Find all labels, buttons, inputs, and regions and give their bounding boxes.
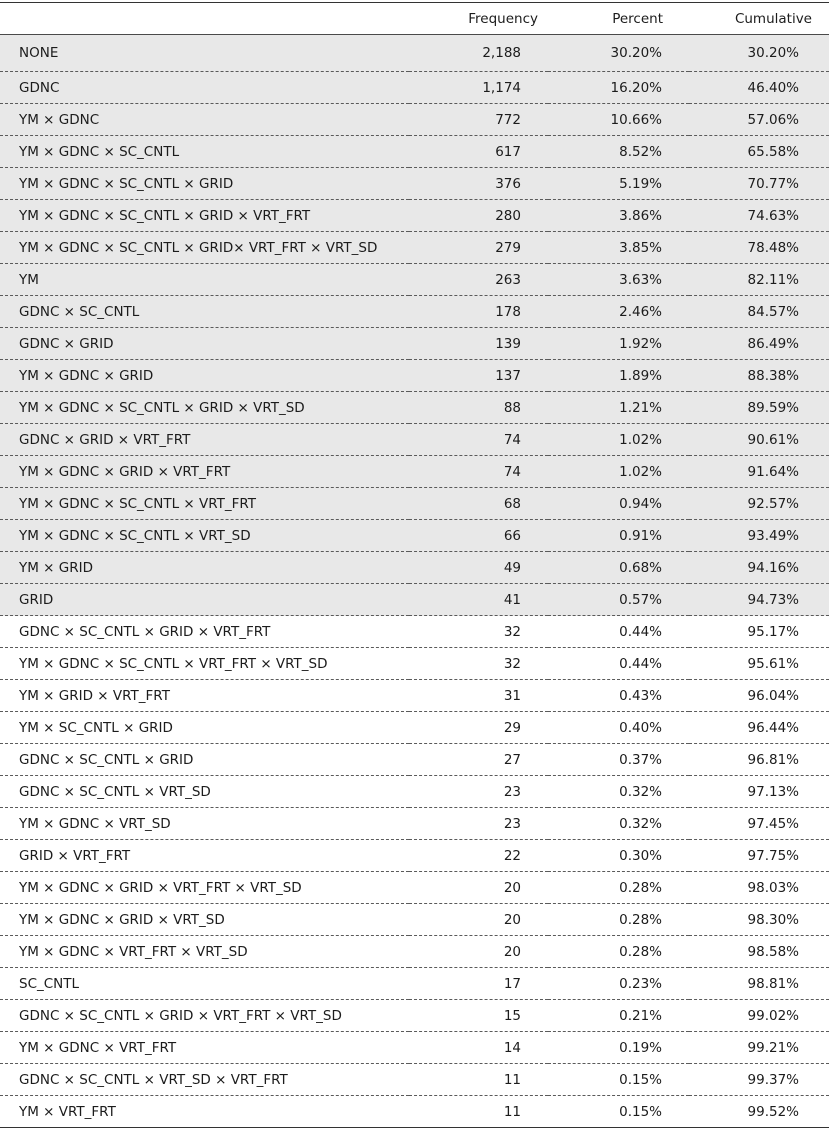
cell-percent: 0.15%: [548, 1064, 689, 1096]
cell-frequency: 66: [409, 520, 548, 552]
cell-cumulative: 86.49%: [689, 328, 829, 360]
cell-cumulative: 99.37%: [689, 1064, 829, 1096]
cell-percent: 0.94%: [548, 488, 689, 520]
cell-cumulative: 98.03%: [689, 872, 829, 904]
cell-cumulative: 98.30%: [689, 904, 829, 936]
cell-percent: 0.91%: [548, 520, 689, 552]
table-row: [0, 1064, 829, 1096]
cell-combination: SC_CNTL: [0, 968, 409, 1000]
cell-percent: 1.92%: [548, 328, 689, 360]
cell-cumulative: 96.44%: [689, 712, 829, 744]
table-row: [0, 584, 829, 616]
cell-percent: 0.32%: [548, 808, 689, 840]
cell-percent: 1.02%: [548, 456, 689, 488]
table-row: [0, 840, 829, 872]
cell-percent: 2.46%: [548, 296, 689, 328]
cell-cumulative: 30.20%: [689, 35, 829, 72]
table-row: [0, 1096, 829, 1128]
table-row: [0, 872, 829, 904]
cell-cumulative: 91.64%: [689, 456, 829, 488]
cell-percent: 3.85%: [548, 232, 689, 264]
table-row: [0, 712, 829, 744]
table-row: [0, 200, 829, 232]
cell-combination: YM × GRID: [0, 552, 409, 584]
cell-cumulative: 90.61%: [689, 424, 829, 456]
cell-combination: YM × GDNC: [0, 104, 409, 136]
cell-cumulative: 82.11%: [689, 264, 829, 296]
cell-percent: 1.21%: [548, 392, 689, 424]
header-percent: Percent: [548, 3, 689, 35]
table-row: [0, 35, 829, 72]
table-row: [0, 136, 829, 168]
cell-combination: GDNC × GRID: [0, 328, 409, 360]
header-cumulative: Cumulative: [689, 3, 829, 35]
cell-cumulative: 74.63%: [689, 200, 829, 232]
cell-combination: YM × GDNC × GRID × VRT_SD: [0, 904, 409, 936]
cell-frequency: 29: [409, 712, 548, 744]
cell-percent: 0.32%: [548, 776, 689, 808]
cell-combination: NONE: [0, 35, 409, 72]
frequency-table: [0, 2, 829, 1128]
cell-frequency: 11: [503, 1103, 521, 1120]
table-row: [0, 488, 829, 520]
cell-frequency: 14: [409, 1032, 548, 1064]
header-combination: [0, 3, 409, 35]
cell-cumulative: 97.13%: [689, 776, 829, 808]
cell-frequency: 20: [409, 904, 548, 936]
cell-frequency: 31: [409, 680, 548, 712]
cell-cumulative: 98.81%: [689, 968, 829, 1000]
cell-combination: GDNC × SC_CNTL × VRT_SD × VRT_FRT: [0, 1064, 409, 1096]
table-row: [0, 104, 829, 136]
cell-combination: YM × GDNC × GRID × VRT_FRT × VRT_SD: [0, 872, 409, 904]
cell-combination: YM × SC_CNTL × GRID: [0, 712, 409, 744]
cell-cumulative: 70.77%: [689, 168, 829, 200]
cell-cumulative: 94.16%: [689, 552, 829, 584]
cell-frequency: 279: [409, 232, 548, 264]
cell-cumulative: 92.57%: [689, 488, 829, 520]
cell-combination: YM × GDNC × GRID × VRT_FRT: [0, 456, 409, 488]
cell-cumulative: 95.61%: [689, 648, 829, 680]
cell-combination: GDNC × GRID × VRT_FRT: [0, 424, 409, 456]
table-row: [0, 72, 829, 104]
cell-percent: 0.28%: [548, 904, 689, 936]
table-row: [0, 936, 829, 968]
cell-combination: YM × GDNC × SC_CNTL × GRID× VRT_FRT × VRT_SD: [0, 232, 409, 264]
cell-frequency: 2,188: [409, 35, 548, 72]
cell-percent: 0.15%: [619, 1103, 662, 1120]
cell-cumulative: 89.59%: [689, 392, 829, 424]
table-body: [0, 35, 829, 1128]
cell-cumulative: 78.48%: [689, 232, 829, 264]
table-row: [0, 808, 829, 840]
cell-cumulative: 99.21%: [689, 1032, 829, 1064]
cell-frequency: 280: [409, 200, 548, 232]
cell-frequency: 772: [409, 104, 548, 136]
cell-frequency: 74: [409, 456, 548, 488]
cell-cumulative: 99.02%: [689, 1000, 829, 1032]
cell-cumulative: 88.38%: [689, 360, 829, 392]
table-row: [0, 904, 829, 936]
table-header: [0, 3, 829, 35]
header-row: [0, 3, 829, 35]
table-row: [0, 1032, 829, 1064]
cell-combination: GRID: [0, 584, 409, 616]
cell-frequency: 139: [409, 328, 548, 360]
cell-percent: 3.86%: [548, 200, 689, 232]
cell-percent: 0.44%: [548, 648, 689, 680]
table-row: [0, 328, 829, 360]
cell-percent: 16.20%: [548, 72, 689, 104]
table-row: [0, 744, 829, 776]
table-row: [0, 520, 829, 552]
cell-frequency: 32: [409, 616, 548, 648]
cell-percent: 0.28%: [548, 872, 689, 904]
cell-percent: 0.30%: [548, 840, 689, 872]
cell-frequency: 74: [409, 424, 548, 456]
cell-frequency: 376: [409, 168, 548, 200]
cell-percent: 0.40%: [548, 712, 689, 744]
cell-frequency: 20: [409, 936, 548, 968]
cell-frequency: 27: [409, 744, 548, 776]
table-row: [0, 424, 829, 456]
cell-cumulative: 46.40%: [689, 72, 829, 104]
cell-frequency: 15: [409, 1000, 548, 1032]
table-row: [0, 648, 829, 680]
cell-percent: 5.19%: [548, 168, 689, 200]
cell-cumulative: 65.58%: [689, 136, 829, 168]
table-row: [0, 552, 829, 584]
cell-frequency: 617: [409, 136, 548, 168]
cell-combination: GDNC: [0, 72, 409, 104]
cell-percent: 0.68%: [548, 552, 689, 584]
cell-combination: YM × GDNC × VRT_SD: [0, 808, 409, 840]
cell-cumulative: 94.73%: [689, 584, 829, 616]
table-row: [0, 1000, 829, 1032]
cell-frequency: 41: [409, 584, 548, 616]
cell-percent: 10.66%: [548, 104, 689, 136]
cell-frequency: 32: [409, 648, 548, 680]
cell-combination: YM × GRID × VRT_FRT: [0, 680, 409, 712]
cell-combination: YM × GDNC × VRT_FRT × VRT_SD: [0, 936, 409, 968]
table-row: [0, 232, 829, 264]
header-frequency: Frequency: [409, 3, 548, 35]
table-row: [0, 360, 829, 392]
cell-combination: YM × GDNC × SC_CNTL × VRT_FRT × VRT_SD: [0, 648, 409, 680]
table-row: [0, 616, 829, 648]
cell-percent: 0.23%: [548, 968, 689, 1000]
table-row: [0, 680, 829, 712]
cell-frequency: 11: [409, 1064, 548, 1096]
cell-combination: YM × GDNC × SC_CNTL × GRID × VRT_FRT: [0, 200, 409, 232]
cell-cumulative: 97.45%: [689, 808, 829, 840]
cell-percent: 0.28%: [548, 936, 689, 968]
cell-cumulative: 99.52%: [747, 1103, 799, 1120]
cell-frequency: 1,174: [409, 72, 548, 104]
cell-combination: GDNC × SC_CNTL × GRID × VRT_FRT: [0, 616, 409, 648]
cell-percent: 0.44%: [548, 616, 689, 648]
cell-frequency: 137: [409, 360, 548, 392]
table-row: [0, 264, 829, 296]
cell-cumulative: 98.58%: [689, 936, 829, 968]
table-row: [0, 168, 829, 200]
cell-percent: 1.02%: [548, 424, 689, 456]
cell-percent: 0.43%: [548, 680, 689, 712]
cell-percent: 30.20%: [548, 35, 689, 72]
cell-cumulative: 96.81%: [689, 744, 829, 776]
cell-combination: YM × GDNC × SC_CNTL × GRID: [0, 168, 409, 200]
cell-combination: GRID × VRT_FRT: [0, 840, 409, 872]
cell-percent: 1.89%: [548, 360, 689, 392]
cell-frequency: 17: [409, 968, 548, 1000]
cell-combination: YM × GDNC × GRID: [0, 360, 409, 392]
cell-frequency: 23: [409, 776, 548, 808]
cell-percent: 0.37%: [548, 744, 689, 776]
cell-combination: GDNC × SC_CNTL: [0, 296, 409, 328]
cell-percent: 0.21%: [548, 1000, 689, 1032]
cell-combination: GDNC × SC_CNTL × GRID × VRT_FRT × VRT_SD: [0, 1000, 409, 1032]
cell-combination: YM × GDNC × SC_CNTL × VRT_SD: [0, 520, 409, 552]
cell-combination: GDNC × SC_CNTL × VRT_SD: [0, 776, 409, 808]
cell-cumulative: 95.17%: [689, 616, 829, 648]
cell-percent: 0.57%: [548, 584, 689, 616]
cell-frequency: 20: [409, 872, 548, 904]
cell-cumulative: 96.04%: [689, 680, 829, 712]
cell-frequency: 49: [409, 552, 548, 584]
cell-percent: 8.52%: [548, 136, 689, 168]
table-row: [0, 968, 829, 1000]
cell-frequency: 88: [409, 392, 548, 424]
cell-frequency: 178: [409, 296, 548, 328]
cell-combination: YM × GDNC × SC_CNTL: [0, 136, 409, 168]
cell-cumulative: 97.75%: [689, 840, 829, 872]
cell-percent: 3.63%: [548, 264, 689, 296]
table-row: [0, 296, 829, 328]
cell-combination: YM × VRT_FRT: [19, 1103, 116, 1120]
table-row: [0, 456, 829, 488]
cell-percent: 0.19%: [548, 1032, 689, 1064]
cell-frequency: 22: [409, 840, 548, 872]
cell-cumulative: 84.57%: [689, 296, 829, 328]
cell-combination: YM: [0, 264, 409, 296]
cell-cumulative: 93.49%: [689, 520, 829, 552]
cell-combination: YM × GDNC × VRT_FRT: [0, 1032, 409, 1064]
table-row: [0, 392, 829, 424]
cell-combination: YM × GDNC × SC_CNTL × GRID × VRT_SD: [0, 392, 409, 424]
cell-combination: YM × GDNC × SC_CNTL × VRT_FRT: [0, 488, 409, 520]
cell-cumulative: 57.06%: [689, 104, 829, 136]
cell-frequency: 23: [409, 808, 548, 840]
table-row: [0, 776, 829, 808]
cell-combination: GDNC × SC_CNTL × GRID: [0, 744, 409, 776]
cell-frequency: 68: [409, 488, 548, 520]
cell-frequency: 263: [409, 264, 548, 296]
